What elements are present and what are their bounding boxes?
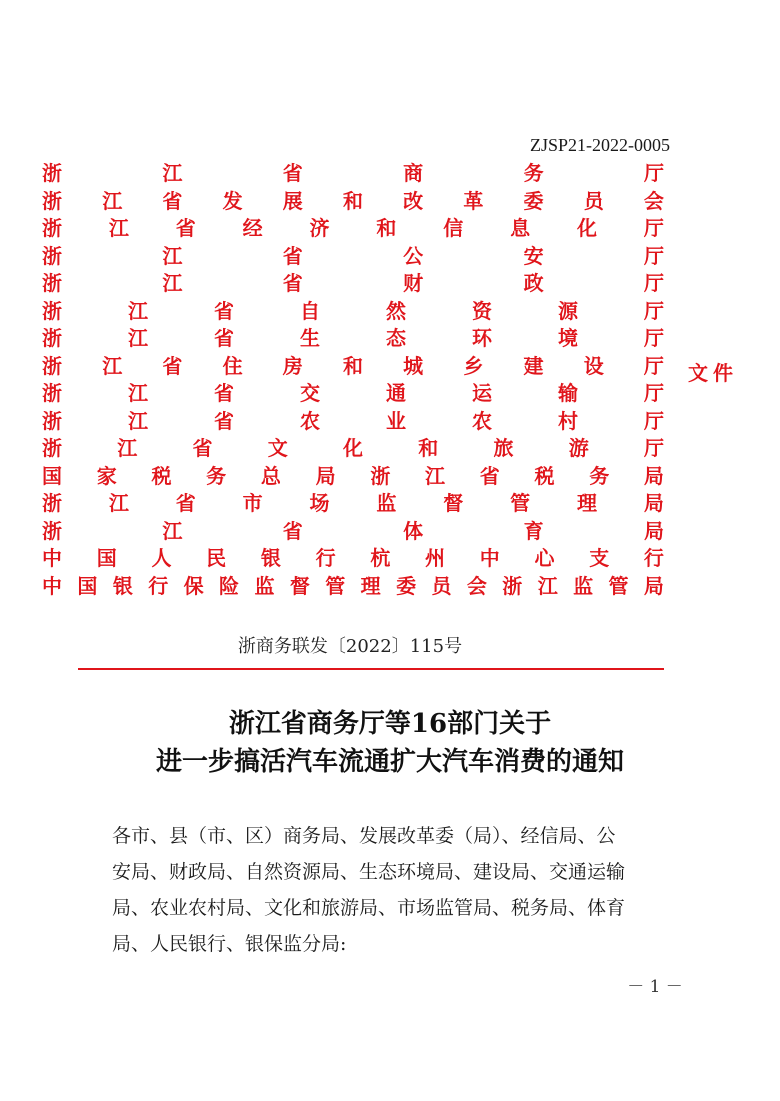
issuer-row: 浙 江 省 农 业 农 村 厅 <box>42 408 664 433</box>
red-divider <box>78 668 664 670</box>
page-number: － 1 － <box>627 977 683 997</box>
issuer-row: 浙 江 省 公 安 厅 <box>42 243 664 268</box>
body-line-3: 局、农业农村局、文化和旅游局、市场监管局、税务局、体育 <box>112 897 626 919</box>
document-body <box>112 818 672 962</box>
issuer-row: 中 国 人 民 银 行 杭 州 中 心 支 行 <box>42 546 664 570</box>
issuer-row: 浙 江 省 财 政 厅 <box>42 271 664 295</box>
issuer-row: 浙 江 省 交 通 运 输 厅 <box>42 381 664 405</box>
issuer-row: 浙 江 省 生 态 环 境 厅 <box>42 326 664 350</box>
title-line-2: 进一步搞活汽车流通扩大汽车消费的通知 <box>155 747 624 777</box>
issuer-row: 浙 江 省 自 然 资 源 厅 <box>42 298 664 323</box>
issuer-row: 浙 江 省 住 房 和 城 乡 建 设 厅 <box>42 353 664 378</box>
issuer-row: 浙 江 省 发 展 和 改 革 委 员 会 <box>42 188 664 213</box>
issuer-row: 浙 江 省 市 场 监 督 管 理 局 <box>42 491 664 515</box>
body-line-4: 局、人民银行、银保监分局: <box>112 933 347 955</box>
issuer-row: 浙 江 省 经 济 和 信 息 化 厅 <box>42 216 664 240</box>
document-code: ZJSP21-2022-0005 <box>529 135 670 155</box>
body-line-2: 安局、财政局、自然资源局、生态环境局、建设局、交通运输 <box>112 861 626 883</box>
issuer-row: 中 国 银 行 保 险 监 督 管 理 委 员 会 浙 江 监 管 局 <box>42 573 664 598</box>
issuer-row: 浙 江 省 商 务 厅 <box>42 161 664 185</box>
document-title <box>60 705 720 781</box>
issuer-row: 浙 江 省 文 化 和 旅 游 厅 <box>42 436 664 460</box>
issuer-list <box>42 160 664 600</box>
document-number: 浙商务联发〔2022〕115号 <box>237 636 463 657</box>
issuer-row: 浙 江 省 体 育 局 <box>42 518 664 543</box>
body-line-1: 各市、县（市、区）商务局、发展改革委（局）、经信局、公 <box>112 825 616 847</box>
title-line-1: 浙江省商务厅等16部门关于 <box>228 709 552 739</box>
issuer-row: 国 家 税 务 总 局 浙 江 省 税 务 局 <box>42 463 664 488</box>
file-suffix: 文件 <box>688 361 738 385</box>
